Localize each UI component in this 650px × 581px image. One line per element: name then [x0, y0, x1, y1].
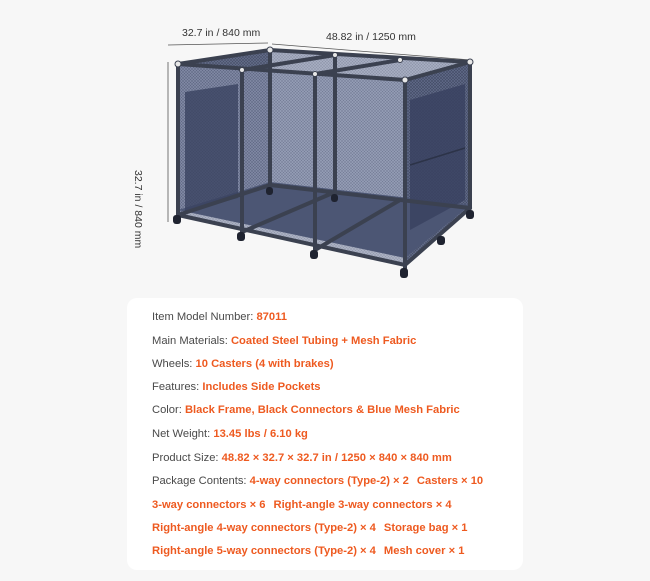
product-image-storage-cart	[120, 0, 530, 296]
spec-row-package-4	[152, 544, 464, 558]
spec-label: Item Model Number:	[152, 311, 257, 323]
spec-row-wheels	[152, 357, 334, 371]
spec-label: Product Size:	[152, 452, 222, 464]
package-item: Mesh cover × 1	[383, 545, 465, 557]
spec-label: Wheels:	[152, 358, 196, 370]
spec-value: 48.82 × 32.7 × 32.7 in / 1250 × 840 × 840 mm	[221, 452, 452, 464]
spec-label: Main Materials:	[152, 335, 231, 347]
package-item: Storage bag × 1	[383, 522, 468, 534]
spec-row-model	[152, 310, 287, 324]
spec-row-features	[152, 380, 321, 394]
spec-row-package-2	[152, 498, 452, 512]
spec-row-package-3	[152, 521, 468, 535]
spec-value: 13.45 lbs / 6.10 kg	[213, 428, 308, 440]
dimension-width-label: 48.82 in / 1250 mm	[326, 31, 416, 43]
spec-value: Coated Steel Tubing + Mesh Fabric	[230, 335, 417, 347]
spec-label: Features:	[152, 381, 203, 393]
left-side-pocket	[185, 84, 238, 212]
spec-row-size	[152, 451, 452, 465]
package-item: Right-angle 5-way connectors (Type-2) × 4	[152, 545, 376, 557]
spec-label: Color:	[152, 404, 185, 416]
spec-value: 87011	[256, 311, 287, 323]
package-item: Casters × 10	[416, 475, 484, 487]
spec-value: 10 Casters (4 with brakes)	[195, 358, 334, 370]
spec-row-materials	[152, 334, 416, 348]
spec-row-package	[152, 474, 483, 488]
spec-label: Net Weight:	[152, 428, 214, 440]
spec-value: Includes Side Pockets	[202, 381, 321, 393]
dimension-depth-label: 32.7 in / 840 mm	[182, 27, 261, 39]
spec-row-color	[152, 403, 460, 417]
dimension-height-label: 32.7 in / 840 mm	[132, 170, 144, 249]
spec-card	[127, 298, 523, 570]
spec-value: Black Frame, Black Connectors & Blue Mesh Fabric	[184, 404, 460, 416]
package-item: 3-way connectors × 6	[152, 499, 266, 511]
spec-label: Package Contents:	[152, 475, 250, 487]
package-item: 4-way connectors (Type-2) × 2	[249, 475, 409, 487]
package-item: Right-angle 3-way connectors × 4	[273, 499, 452, 511]
spec-row-weight	[152, 427, 308, 441]
package-item: Right-angle 4-way connectors (Type-2) × 4	[152, 522, 376, 534]
